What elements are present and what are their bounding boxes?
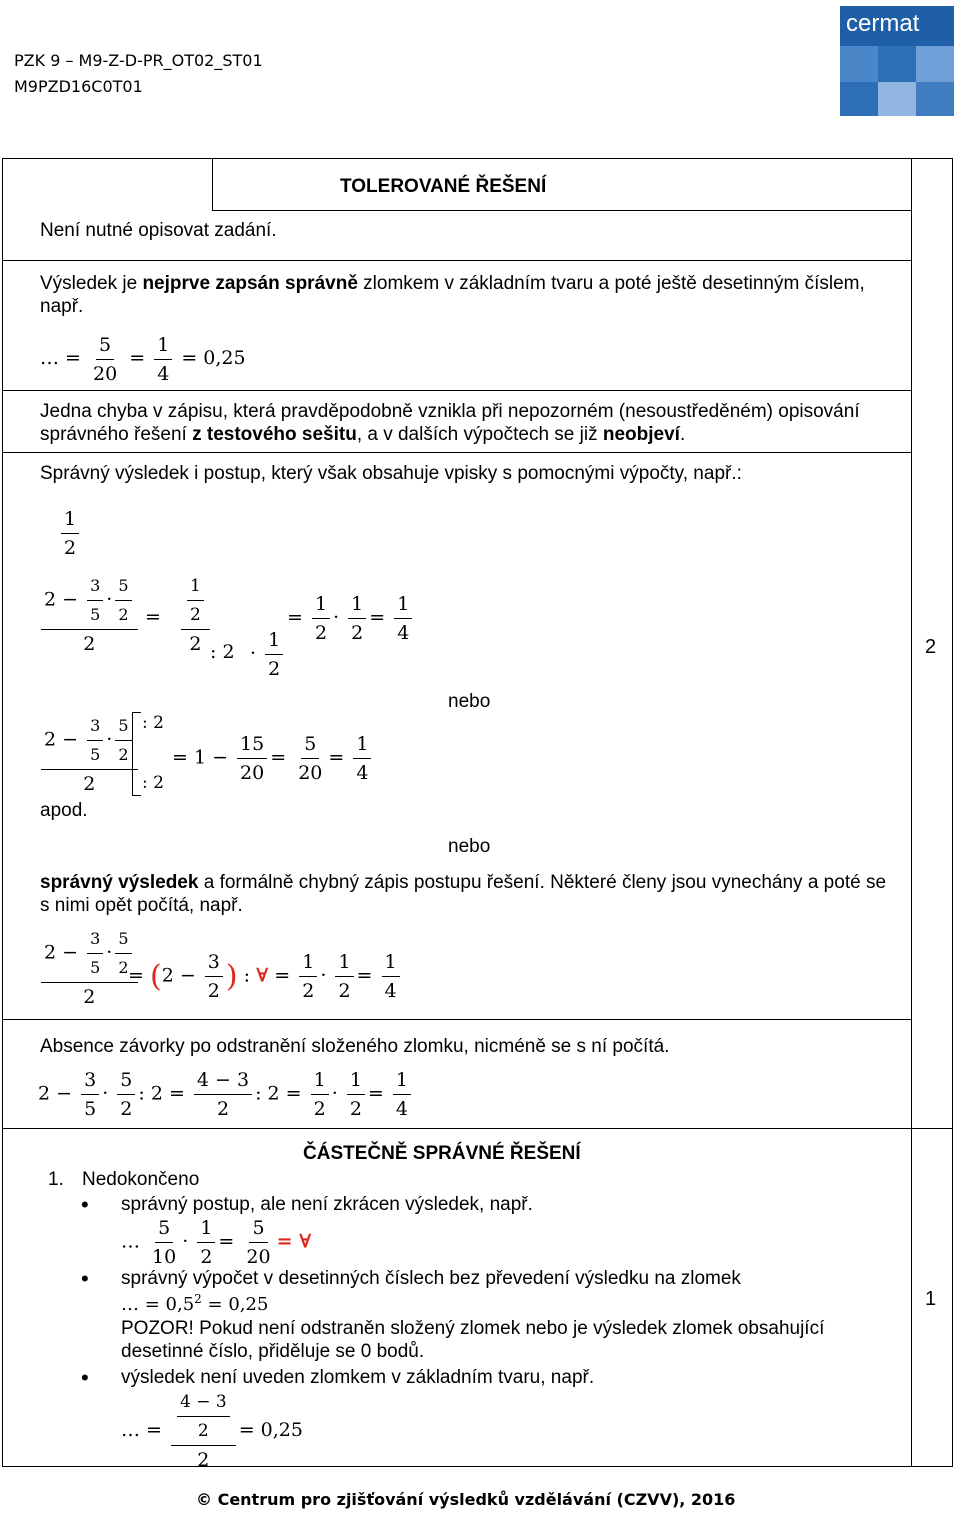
apod-text: apod. <box>40 800 88 821</box>
math-example-3a: 2 − $\frac{3}{5}$ · $\frac{5}{2}$ 2 <box>38 712 141 798</box>
section-title-partial: ČÁSTEČNĚ SPRÁVNÉ ŘEŠENÍ <box>303 1143 581 1164</box>
document-id: M9PZD16C0T01 <box>14 77 143 96</box>
helper-division: : 2 <box>210 641 235 663</box>
math-example-2a: 2 − $\frac{3}{5}$ · $\frac{5}{2}$ 2 <box>38 572 141 658</box>
title-cell-bottom <box>212 210 912 211</box>
item-number: 1. <box>48 1169 64 1190</box>
math-example-3b: = 1 − $\frac{15}{20}$ = $\frac{5}{20}$ = $\frac{1}{4}$ <box>172 730 374 787</box>
row-divider <box>2 452 912 453</box>
criterion-2: Jedna chyba v zápisu, která pravděpodobně vznikla při nepozorném (nesoustředěném) opisování správného řešení z testového sešitu, a v dalších výpočtech se již neobjeví. <box>40 401 860 445</box>
criterion-5: Absence závorky po odstranění složeného zlomku, nicméně se s ní počítá. <box>40 1036 670 1057</box>
bullet-1: • správný postup, ale není zkrácen výsledek, např. <box>121 1193 533 1216</box>
cermat-logo <box>840 6 954 116</box>
points-column-divider <box>911 158 912 1467</box>
note: POZOR! Pokud není odstraněn složený zlomek nebo je výsledek zlomek obsahující desetinné číslo, přiděluje se 0 bodů. <box>121 1318 825 1362</box>
nebo-text: nebo <box>448 836 491 857</box>
math-example-1: … = $\frac{5}{20}$ = $\frac{1}{4}$ = 0,25 <box>40 330 246 388</box>
table-border-left <box>2 158 3 1467</box>
points-partial: 1 <box>925 1288 937 1310</box>
bullet-3: • výsledek není uveden zlomkem v základním tvaru, např. <box>121 1366 594 1389</box>
footer: © Centrum pro zjišťování výsledků vzdělávání (CZVV), 2016 <box>196 1490 736 1509</box>
math-partial-1: … $\frac{5}{10}$ · $\frac{1}{2}$ = $\frac{5}{20}$ = ∀ <box>121 1214 311 1271</box>
criterion-4: správný výsledek a formálně chybný zápis postupu řešení. Některé členy jsou vynechány a poté se s nimi opět počítá, např. <box>40 872 887 916</box>
table-border-right <box>952 158 953 1467</box>
bracket <box>132 712 141 796</box>
points-tolerated: 2 <box>925 636 937 658</box>
logo-text: cermat <box>846 10 920 37</box>
row-divider <box>2 1019 912 1020</box>
math-partial-3: … = $\frac{\frac{4 - 3}{2}}{2}$ = 0,25 <box>121 1388 303 1474</box>
row-divider <box>2 390 912 391</box>
title-cell-divider <box>212 158 213 210</box>
row-divider <box>2 260 912 261</box>
section-title-tolerated: TOLEROVANÉ ŘEŠENÍ <box>340 176 547 197</box>
math-example-2b: $\frac{\frac{1}{2}}{2}$ <box>178 572 213 658</box>
table-border-top <box>2 158 953 159</box>
helper-division-top: : 2 <box>142 713 164 733</box>
math-example-4b: = (2 − $\frac{3}{2}$ ) : ∀ = $\frac{1}{2}$ · $\frac{1}{2}$ = $\frac{1}{4}$ <box>128 948 403 1005</box>
item-subtitle: Nedokončeno <box>82 1169 200 1190</box>
criterion-1: Výsledek je nejprve zapsán správně zlomkem v základním tvaru a poté ještě desetinným číslem, např. <box>40 273 865 317</box>
math-example-5: 2 − $\frac{3}{5}$ · $\frac{5}{2}$ : 2 = $\frac{4 - 3}{2}$ : 2 = $\frac{1}{2}$ · $\frac{1}{2}$ = $\frac{1}{4}$ <box>38 1066 414 1123</box>
bullet-2: • správný výpočet v desetinných číslech bez převedení výsledku na zlomek <box>121 1267 741 1290</box>
nebo-text: nebo <box>448 691 491 712</box>
helper-division-bottom: : 2 <box>142 773 164 793</box>
math-example-4a: 2 − $\frac{3}{5}$ · $\frac{5}{2}$ 2 <box>38 925 141 1011</box>
criterion-3: Správný výsledek i postup, který však obsahuje vpisky s pomocnými výpočty, např.: <box>40 463 742 484</box>
equals-sign: = <box>145 606 161 628</box>
document-code: PZK 9 – M9-Z-D-PR_OT02_ST01 <box>14 51 263 70</box>
section-divider <box>2 1128 953 1129</box>
math-example-2c: = $\frac{1}{2}$ · $\frac{1}{2}$ = $\frac{1}{4}$ <box>287 590 415 647</box>
helper-fraction: $\frac{1}{2}$ <box>58 505 82 562</box>
intro-text: Není nutné opisovat zadání. <box>40 220 277 241</box>
math-partial-2: … = $0,5^2 = 0,25$ <box>121 1292 269 1315</box>
helper-multiply: · $\frac{1}{2}$ <box>250 626 286 683</box>
